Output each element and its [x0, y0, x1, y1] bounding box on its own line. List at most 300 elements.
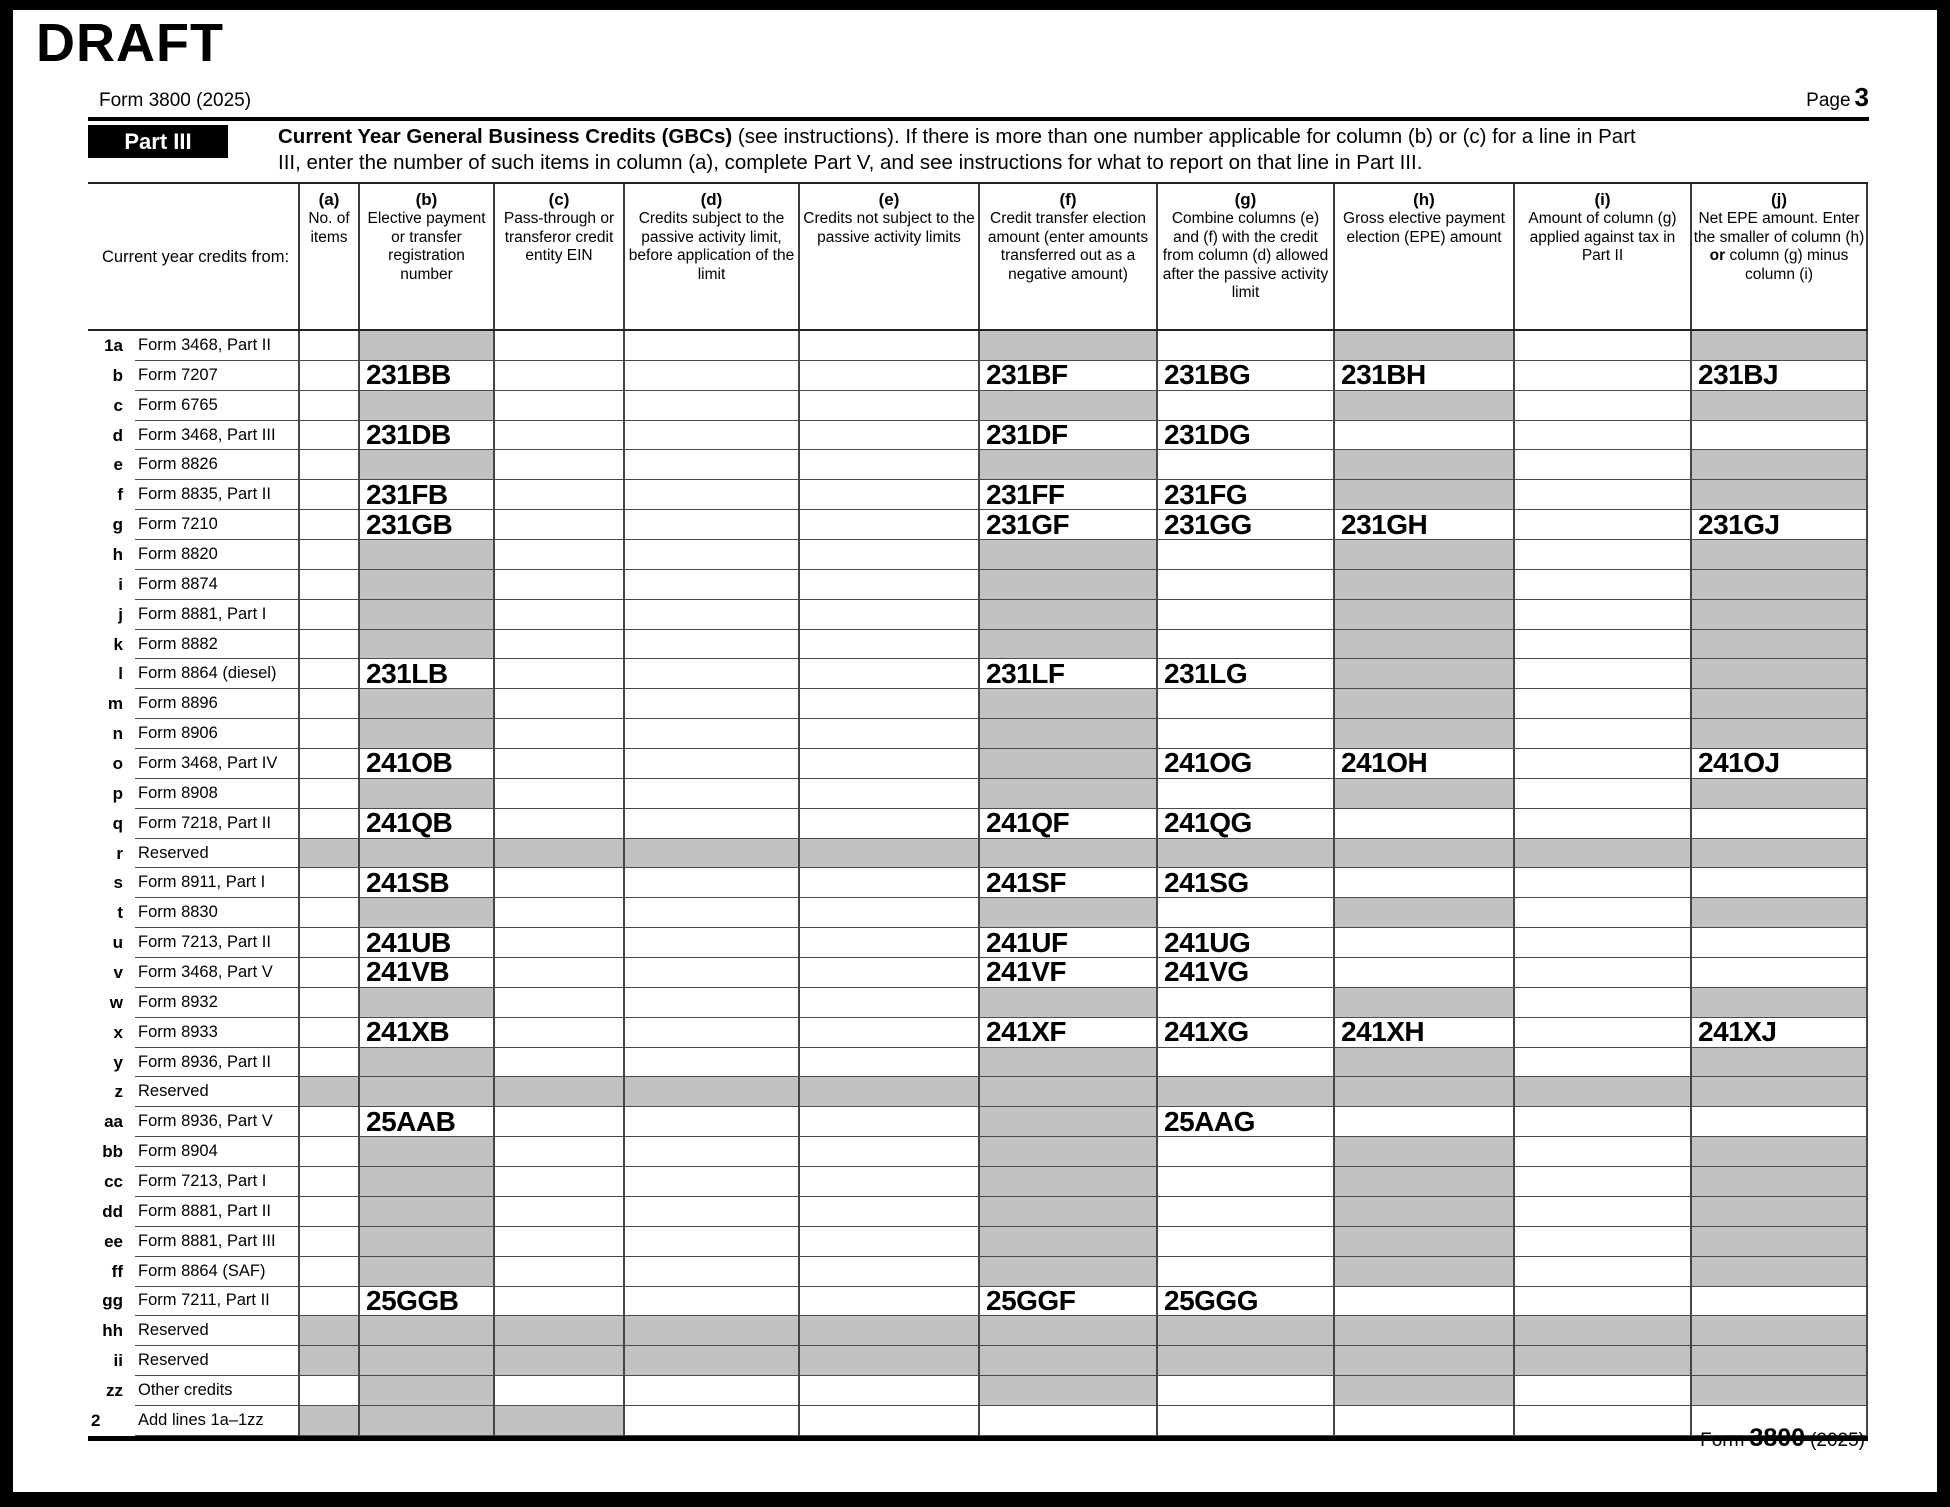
column-label-j-or: or [1709, 247, 1726, 264]
line-label-ff: Form 8864 (SAF) [135, 1257, 300, 1287]
cell-r-c [495, 839, 625, 869]
cell-o-j [1692, 749, 1868, 779]
cell-f-d [625, 480, 800, 510]
table-row-p [88, 779, 1868, 809]
cell-1a-g [1158, 331, 1335, 361]
table-row-u [88, 928, 1868, 958]
table-row-h [88, 540, 1868, 570]
column-letter-c: (c) [548, 190, 570, 209]
cell-j-i [1515, 600, 1692, 630]
registration-code-231BB: 231BB [366, 360, 451, 391]
column-header-d [625, 184, 800, 329]
cell-u-h [1335, 928, 1515, 958]
cell-x-d [625, 1018, 800, 1048]
cell-j-c [495, 600, 625, 630]
line-number-ff: ff [111, 1261, 123, 1281]
cell-ii-d [625, 1346, 800, 1376]
registration-code-231BH: 231BH [1341, 360, 1426, 391]
cell-m-a [300, 689, 360, 719]
line-label-h: Form 8820 [135, 540, 300, 570]
registration-code-25GGG: 25GGG [1164, 1286, 1258, 1316]
cell-c-h [1335, 391, 1515, 421]
cell-aa-a [300, 1107, 360, 1137]
line-number-e: e [113, 455, 123, 475]
cell-b-e [800, 361, 980, 391]
cell-e-b [360, 450, 495, 480]
cell-bb-b [360, 1137, 495, 1167]
line-number-z: z [114, 1082, 123, 1102]
cell-f-f [980, 480, 1158, 510]
cell-ii-a [300, 1346, 360, 1376]
cell-n-a [300, 719, 360, 749]
page-border-right [1937, 0, 1950, 1507]
credits-table [88, 182, 1868, 1441]
cell-b-d [625, 361, 800, 391]
cell-w-j [1692, 988, 1868, 1018]
cell-r-d [625, 839, 800, 869]
cell-v-g [1158, 958, 1335, 988]
cell-y-b [360, 1048, 495, 1078]
column-label-h: Gross elective payment election (EPE) amount [1343, 210, 1505, 246]
registration-code-231GG: 231GG [1164, 510, 1252, 540]
line-label-r: Reserved [135, 839, 300, 869]
column-label-d: Credits subject to the passive activity limit, before application of the limit [628, 210, 795, 283]
cell-bb-e [800, 1137, 980, 1167]
cell-i-j [1692, 570, 1868, 600]
cell-ee-h [1335, 1227, 1515, 1257]
footer-form-number: 3800 [1749, 1424, 1806, 1452]
cell-r-a [300, 839, 360, 869]
column-letter-f: (f) [1059, 190, 1077, 209]
line-label-dd: Form 8881, Part II [135, 1197, 300, 1227]
cell-e-d [625, 450, 800, 480]
table-row-g [88, 510, 1868, 540]
cell-aa-h [1335, 1107, 1515, 1137]
cell-cc-h [1335, 1167, 1515, 1197]
cell-l-i [1515, 659, 1692, 689]
cell-ff-j [1692, 1257, 1868, 1287]
column-label-g: Combine columns (e) and (f) with the credit from column (d) allowed after the passive activity limit [1162, 210, 1329, 301]
cell-j-a [300, 600, 360, 630]
cell-v-h [1335, 958, 1515, 988]
cell-q-d [625, 809, 800, 839]
cell-1a-f [980, 331, 1158, 361]
cell-n-h [1335, 719, 1515, 749]
registration-code-241UG: 241UG [1164, 928, 1251, 958]
cell-ii-j [1692, 1346, 1868, 1376]
cell-p-c [495, 779, 625, 809]
cell-q-g [1158, 809, 1335, 839]
table-row-q [88, 809, 1868, 839]
cell-u-f [980, 928, 1158, 958]
cell-k-b [360, 630, 495, 660]
cell-s-j [1692, 868, 1868, 898]
table-row-m [88, 689, 1868, 719]
cell-y-a [300, 1048, 360, 1078]
cell-v-j [1692, 958, 1868, 988]
line-number-o: o [112, 753, 123, 773]
cell-2-h [1335, 1406, 1515, 1436]
table-row-z [88, 1077, 1868, 1107]
cell-p-i [1515, 779, 1692, 809]
line-label-l: Form 8864 (diesel) [135, 659, 300, 689]
column-label-e: Credits not subject to the passive activity limits [803, 210, 975, 246]
cell-cc-c [495, 1167, 625, 1197]
registration-code-241XJ: 241XJ [1698, 1017, 1777, 1048]
cell-r-e [800, 839, 980, 869]
cell-aa-f [980, 1107, 1158, 1137]
cell-h-a [300, 540, 360, 570]
registration-code-241QG: 241QG [1164, 808, 1252, 839]
cell-x-a [300, 1018, 360, 1048]
table-row-2 [88, 1406, 1868, 1436]
registration-code-231GF: 231GF [986, 510, 1070, 540]
line-number-bb: bb [102, 1142, 123, 1162]
cell-e-a [300, 450, 360, 480]
cell-v-e [800, 958, 980, 988]
cell-u-e [800, 928, 980, 958]
table-row-aa [88, 1107, 1868, 1137]
cell-z-e [800, 1077, 980, 1107]
cell-u-d [625, 928, 800, 958]
cell-l-b [360, 659, 495, 689]
cell-q-b [360, 809, 495, 839]
cell-dd-j [1692, 1197, 1868, 1227]
cell-k-e [800, 630, 980, 660]
registration-code-241SG: 241SG [1164, 868, 1249, 898]
cell-g-d [625, 510, 800, 540]
line-label-cc: Form 7213, Part I [135, 1167, 300, 1197]
line-number-l: l [118, 664, 123, 684]
cell-g-c [495, 510, 625, 540]
registration-code-241UB: 241UB [366, 928, 451, 958]
cell-p-h [1335, 779, 1515, 809]
registration-code-231BJ: 231BJ [1698, 360, 1779, 391]
column-header-b [360, 184, 495, 329]
cell-z-i [1515, 1077, 1692, 1107]
cell-k-d [625, 630, 800, 660]
table-row-v [88, 958, 1868, 988]
cell-zz-a [300, 1376, 360, 1406]
cell-n-d [625, 719, 800, 749]
cell-s-h [1335, 868, 1515, 898]
cell-1a-e [800, 331, 980, 361]
registration-code-25AAB: 25AAB [366, 1107, 456, 1137]
cell-q-j [1692, 809, 1868, 839]
cell-b-f [980, 361, 1158, 391]
cell-s-i [1515, 868, 1692, 898]
cell-dd-i [1515, 1197, 1692, 1227]
cell-u-a [300, 928, 360, 958]
part-title-line2: III, enter the number of such items in column (a), complete Part V, and see instructions for what to report on that line in Part III. [278, 151, 1423, 174]
line-label-1a: Form 3468, Part II [135, 331, 300, 361]
cell-ff-c [495, 1257, 625, 1287]
registration-code-231GH: 231GH [1341, 510, 1428, 540]
cell-v-a [300, 958, 360, 988]
registration-code-241VG: 241VG [1164, 958, 1249, 988]
line-number-c: c [113, 395, 123, 415]
line-number-w: w [109, 992, 123, 1012]
cell-n-j [1692, 719, 1868, 749]
cell-zz-g [1158, 1376, 1335, 1406]
cell-m-f [980, 689, 1158, 719]
line-number-n: n [112, 724, 123, 744]
cell-gg-j [1692, 1287, 1868, 1317]
registration-code-231BG: 231BG [1164, 360, 1251, 391]
cell-x-e [800, 1018, 980, 1048]
column-header-f [980, 184, 1158, 329]
page-border-left [0, 0, 13, 1507]
cell-y-j [1692, 1048, 1868, 1078]
table-row-r [88, 839, 1868, 869]
cell-t-b [360, 898, 495, 928]
line-label-d: Form 3468, Part III [135, 421, 300, 451]
cell-f-a [300, 480, 360, 510]
line-number-f: f [117, 485, 123, 505]
cell-o-f [980, 749, 1158, 779]
registration-code-241QF: 241QF [986, 808, 1070, 839]
table-row-zz [88, 1376, 1868, 1406]
cell-cc-g [1158, 1167, 1335, 1197]
cell-i-f [980, 570, 1158, 600]
cell-i-e [800, 570, 980, 600]
cell-w-h [1335, 988, 1515, 1018]
cell-h-e [800, 540, 980, 570]
cell-b-b [360, 361, 495, 391]
cell-gg-a [300, 1287, 360, 1317]
cell-dd-a [300, 1197, 360, 1227]
cell-y-c [495, 1048, 625, 1078]
line-number-d: d [112, 425, 123, 445]
cell-d-c [495, 421, 625, 451]
cell-l-h [1335, 659, 1515, 689]
cell-cc-a [300, 1167, 360, 1197]
cell-gg-g [1158, 1287, 1335, 1317]
line-label-b: Form 7207 [135, 361, 300, 391]
column-header-credits-from: Current year credits from: [88, 184, 300, 329]
cell-z-a [300, 1077, 360, 1107]
column-letter-a: (a) [318, 190, 340, 209]
cell-p-a [300, 779, 360, 809]
cell-zz-d [625, 1376, 800, 1406]
cell-w-f [980, 988, 1158, 1018]
table-row-y [88, 1048, 1868, 1078]
registration-code-25AAG: 25AAG [1164, 1107, 1255, 1137]
table-row-k [88, 630, 1868, 660]
line-number-h: h [112, 544, 123, 564]
cell-hh-h [1335, 1316, 1515, 1346]
cell-e-h [1335, 450, 1515, 480]
cell-o-e [800, 749, 980, 779]
cell-hh-c [495, 1316, 625, 1346]
column-label-a: No. of items [308, 210, 350, 246]
line-number-zz: zz [106, 1381, 123, 1400]
cell-hh-e [800, 1316, 980, 1346]
cell-r-f [980, 839, 1158, 869]
cell-2-g [1158, 1406, 1335, 1436]
credits-table-body [88, 331, 1868, 1441]
cell-bb-f [980, 1137, 1158, 1167]
cell-c-b [360, 391, 495, 421]
column-letter-b: (b) [415, 190, 438, 209]
cell-m-g [1158, 689, 1335, 719]
cell-s-e [800, 868, 980, 898]
cell-y-i [1515, 1048, 1692, 1078]
cell-aa-c [495, 1107, 625, 1137]
cell-z-j [1692, 1077, 1868, 1107]
line-label-z: Reserved [135, 1077, 300, 1107]
cell-g-h [1335, 510, 1515, 540]
cell-bb-c [495, 1137, 625, 1167]
cell-i-g [1158, 570, 1335, 600]
line-label-g: Form 7210 [135, 510, 300, 540]
cell-h-h [1335, 540, 1515, 570]
cell-c-e [800, 391, 980, 421]
cell-w-c [495, 988, 625, 1018]
cell-ii-c [495, 1346, 625, 1376]
cell-zz-e [800, 1376, 980, 1406]
cell-z-b [360, 1077, 495, 1107]
table-row-gg [88, 1287, 1868, 1317]
cell-e-c [495, 450, 625, 480]
cell-e-i [1515, 450, 1692, 480]
page-border-top [0, 0, 1950, 10]
cell-aa-j [1692, 1107, 1868, 1137]
cell-z-h [1335, 1077, 1515, 1107]
cell-l-j [1692, 659, 1868, 689]
cell-b-c [495, 361, 625, 391]
registration-code-231DF: 231DF [986, 420, 1068, 451]
cell-2-c [495, 1406, 625, 1436]
cell-u-j [1692, 928, 1868, 958]
line-label-w: Form 8932 [135, 988, 300, 1018]
page-word: Page [1806, 90, 1851, 111]
table-row-b [88, 361, 1868, 391]
cell-1a-j [1692, 331, 1868, 361]
cell-w-a [300, 988, 360, 1018]
cell-y-d [625, 1048, 800, 1078]
table-row-e [88, 450, 1868, 480]
cell-gg-e [800, 1287, 980, 1317]
cell-o-b [360, 749, 495, 779]
cell-m-c [495, 689, 625, 719]
table-row-ii [88, 1346, 1868, 1376]
cell-bb-i [1515, 1137, 1692, 1167]
line-label-c: Form 6765 [135, 391, 300, 421]
cell-w-e [800, 988, 980, 1018]
cell-cc-f [980, 1167, 1158, 1197]
cell-p-b [360, 779, 495, 809]
cell-ee-e [800, 1227, 980, 1257]
cell-g-e [800, 510, 980, 540]
cell-aa-i [1515, 1107, 1692, 1137]
cell-i-c [495, 570, 625, 600]
cell-e-f [980, 450, 1158, 480]
cell-1a-a [300, 331, 360, 361]
cell-gg-d [625, 1287, 800, 1317]
table-row-dd [88, 1197, 1868, 1227]
page-number-block [1806, 82, 1869, 113]
cell-bb-g [1158, 1137, 1335, 1167]
line-number-m: m [107, 694, 123, 714]
cell-s-d [625, 868, 800, 898]
cell-2-b [360, 1406, 495, 1436]
cell-q-a [300, 809, 360, 839]
cell-k-h [1335, 630, 1515, 660]
table-row-w [88, 988, 1868, 1018]
page-border-bottom [0, 1492, 1950, 1507]
line-number-2: 2 [91, 1410, 101, 1430]
cell-cc-i [1515, 1167, 1692, 1197]
cell-f-c [495, 480, 625, 510]
cell-c-d [625, 391, 800, 421]
table-row-o [88, 749, 1868, 779]
registration-code-231LG: 231LG [1164, 659, 1248, 689]
cell-d-i [1515, 421, 1692, 451]
cell-g-b [360, 510, 495, 540]
cell-s-b [360, 868, 495, 898]
cell-d-g [1158, 421, 1335, 451]
cell-j-j [1692, 600, 1868, 630]
cell-z-d [625, 1077, 800, 1107]
cell-hh-d [625, 1316, 800, 1346]
column-header-e [800, 184, 980, 329]
cell-i-b [360, 570, 495, 600]
cell-i-a [300, 570, 360, 600]
cell-g-g [1158, 510, 1335, 540]
cell-dd-d [625, 1197, 800, 1227]
table-row-x [88, 1018, 1868, 1048]
column-label-f: Credit transfer election amount (enter amounts transferred out as a negative amount) [987, 210, 1149, 283]
column-header-g [1158, 184, 1335, 329]
cell-ff-f [980, 1257, 1158, 1287]
line-number-cc: cc [104, 1171, 123, 1191]
registration-code-231LF: 231LF [986, 659, 1065, 689]
cell-p-e [800, 779, 980, 809]
cell-d-b [360, 421, 495, 451]
cell-ee-j [1692, 1227, 1868, 1257]
cell-ii-i [1515, 1346, 1692, 1376]
cell-aa-d [625, 1107, 800, 1137]
cell-t-a [300, 898, 360, 928]
cell-ee-c [495, 1227, 625, 1257]
line-label-2: Add lines 1a–1zz [135, 1406, 300, 1436]
cell-m-e [800, 689, 980, 719]
cell-d-h [1335, 421, 1515, 451]
cell-b-h [1335, 361, 1515, 391]
cell-m-h [1335, 689, 1515, 719]
cell-ff-g [1158, 1257, 1335, 1287]
cell-d-f [980, 421, 1158, 451]
cell-s-c [495, 868, 625, 898]
cell-x-j [1692, 1018, 1868, 1048]
cell-bb-a [300, 1137, 360, 1167]
column-label-i: Amount of column (g) applied against tax in Part II [1528, 210, 1677, 264]
cell-x-f [980, 1018, 1158, 1048]
cell-k-i [1515, 630, 1692, 660]
line-number-1a: 1a [104, 335, 123, 355]
cell-2-d [625, 1406, 800, 1436]
cell-v-d [625, 958, 800, 988]
cell-ff-d [625, 1257, 800, 1287]
cell-l-c [495, 659, 625, 689]
line-number-hh: hh [102, 1321, 123, 1341]
cell-x-h [1335, 1018, 1515, 1048]
footer-form-year: (2025) [1810, 1430, 1865, 1451]
cell-2-i [1515, 1406, 1692, 1436]
table-row-s [88, 868, 1868, 898]
line-label-f: Form 8835, Part II [135, 480, 300, 510]
